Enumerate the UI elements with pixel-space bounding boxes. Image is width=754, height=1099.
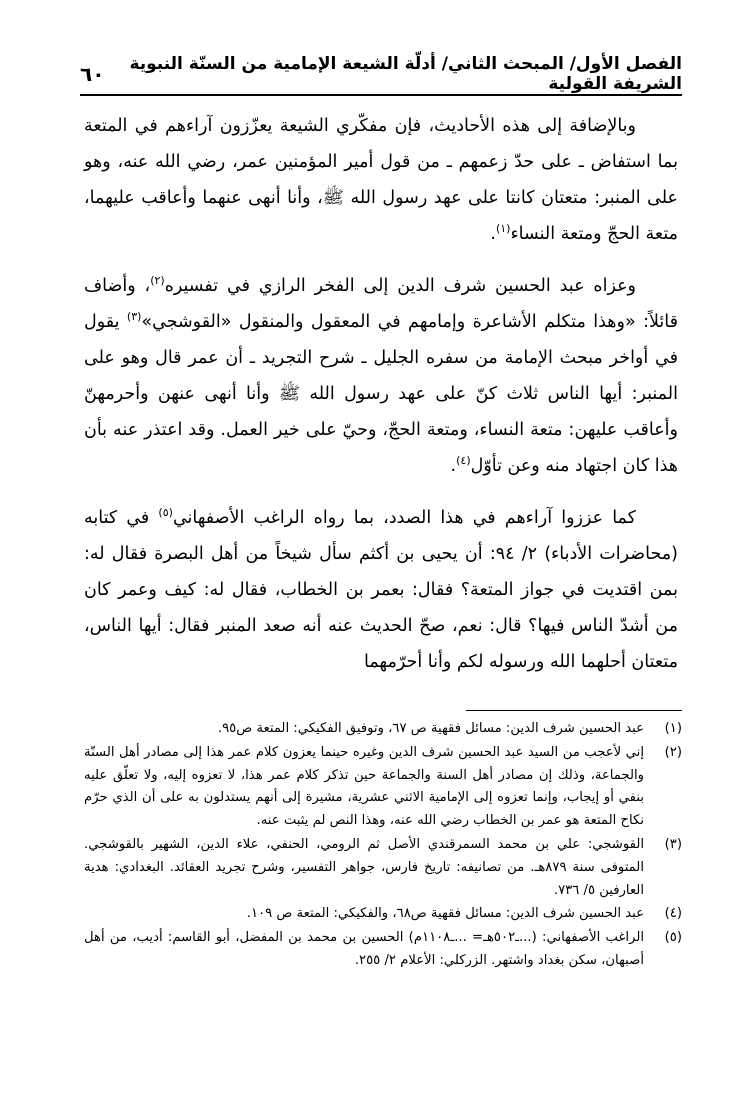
footnote-text: إني لأعجب من السيد عبد الحسين شرف الدين وغيره حينما يعزون كلام عمر هذا إلى مصادر أهل السنّة والجماعة، وذلك إن مصادر أهل السنة والجماعة حين تذكر كلام عمر هذا، لا تعزوه إليه، ولا تعلّق عليه بنفي أو إيجاب، وإنما تعزوه إلى الإمامية الاثني عشرية، مشيرة إلى أنهم يستدلون به على أن الذي حرّم نكاح المتعة هو عمر بن الخطاب رضي الله عنه، وهذا النص لم يثبت عنه. [84,744,644,829]
header-title: الفصل الأول/ المبحث الثاني/ أدلّة الشيعة الإمامية من السنّة النبوية الشريفة القولية [129,54,682,94]
paragraph-text: . [490,224,496,244]
footnote-number: (٣) [664,836,682,852]
header-rule [80,94,682,96]
footnote-marker: (٥) [158,506,173,520]
footnote [84,742,682,833]
paragraph-text: وبالإضافة إلى هذه الأحاديث، فإن مفكّري الشيعة يعزّزون آراءهم في المتعة بما استفاض ـ على حدّ زعمهم ـ من قول أمير المؤمنين عمر، رضي الله عنه، وهو على المنبر: متعتان كانتا على عهد رسول الله ﷺ، وأنا أنهى عنهما وأعاقب عليهما، متعة الحجّ ومتعة النساء [84,116,678,244]
paragraph-text: في كتابه (محاضرات الأدباء) ٢/ ٩٤: أن يحيى بن أكثم سأل شيخاً من أهل البصرة فقال له: بمن اقتديت في جواز المتعة؟ فقال: بعمر بن الخطاب، فقال له: كيف وعمر كان من أشدّ الناس فيها؟ قال: نعم، صحّ الحديث عنه أنه صعد المنبر فقال: أيها الناس، متعتان أحلهما الله ورسوله لكم وأنا أحرّمهما [84,508,678,672]
footnote [84,718,682,741]
footnote [84,834,682,902]
page-number: ٦٠ [80,62,105,86]
paragraph-1 [84,108,678,252]
footnote-marker: (٢) [150,274,165,288]
running-header [80,54,682,94]
footnote-marker: (٣) [126,310,142,324]
paragraph-text: . [450,456,457,476]
footnote-number: (١) [664,721,682,736]
paragraph-text: يقول في أواخر مبحث الإمامة من سفره الجليل ـ شرح التجريد ـ أن عمر قال وهو على المنبر: أيها الناس ثلاث كنّ على عهد رسول الله ﷺ وأنا أنهى عنهن وأحرمهنّ وأعاقب عليهن: متعة النساء، ومتعة الحجّ، وحيّ على خير العمل. وقد اعتذر عنه بأن هذا كان اجتهاد منه وعن تأوّل [84,312,678,476]
footnote-number: (٥) [664,930,682,946]
paragraph-2 [84,268,678,484]
footnote-number: (٢) [664,744,682,760]
footnote-text: عبد الحسين شرف الدين: مسائل فقهية ص٦٨، والفكيكي: المتعة ص ١٠٩. [246,906,644,922]
footnote [84,927,682,973]
footnote [84,903,682,926]
footnote-separator [466,710,682,711]
paragraph-text: ، وأضاف قائلاً: «وهذا متكلم الأشاعرة وإمامهم في المعقول والمنقول «القوشجي» [84,276,678,332]
footnote-number: (٤) [664,906,682,922]
footnote-text: القوشجي: علي بن محمد السمرقندي الأصل ثم الرومي، الحنفي، علاء الدين، الشهير بالقوشجي. المتوفى سنة ٨٧٩هـ. من تصانيفه: تاريخ فارس، جواهر التفسير، وشرح تجريد العقائد. البغدادي: هدية العارفين ٥/ ٧٣٦. [84,836,644,898]
main-text [84,108,678,696]
footnote-text: عبد الحسين شرف الدين: مسائل فقهية ص ٦٧، وتوفيق الفكيكي: المتعة ص٩٥. [217,721,644,736]
paragraph-text: كما عززوا آراءهم في هذا الصدد، بما رواه الراغب الأصفهاني [172,508,636,528]
paragraph-3 [84,500,678,680]
footnote-text: الراغب الأصفهاني: (...ـ٥٠٢هـ= ...ـ١١٠٨م) الحسين بن محمد بن المفضل، أبو القاسم: أديب، من أهل أصبهان، سكن بغداد واشتهر. الزركلي: الأعلام ٢/ ٢٥٥. [84,930,645,968]
footnote-marker: (١) [495,222,511,236]
paragraph-text: وعزاه عبد الحسين شرف الدين إلى الفخر الرازي في تفسيره [164,276,636,296]
footnotes [84,718,682,974]
footnote-marker: (٤) [456,454,471,468]
